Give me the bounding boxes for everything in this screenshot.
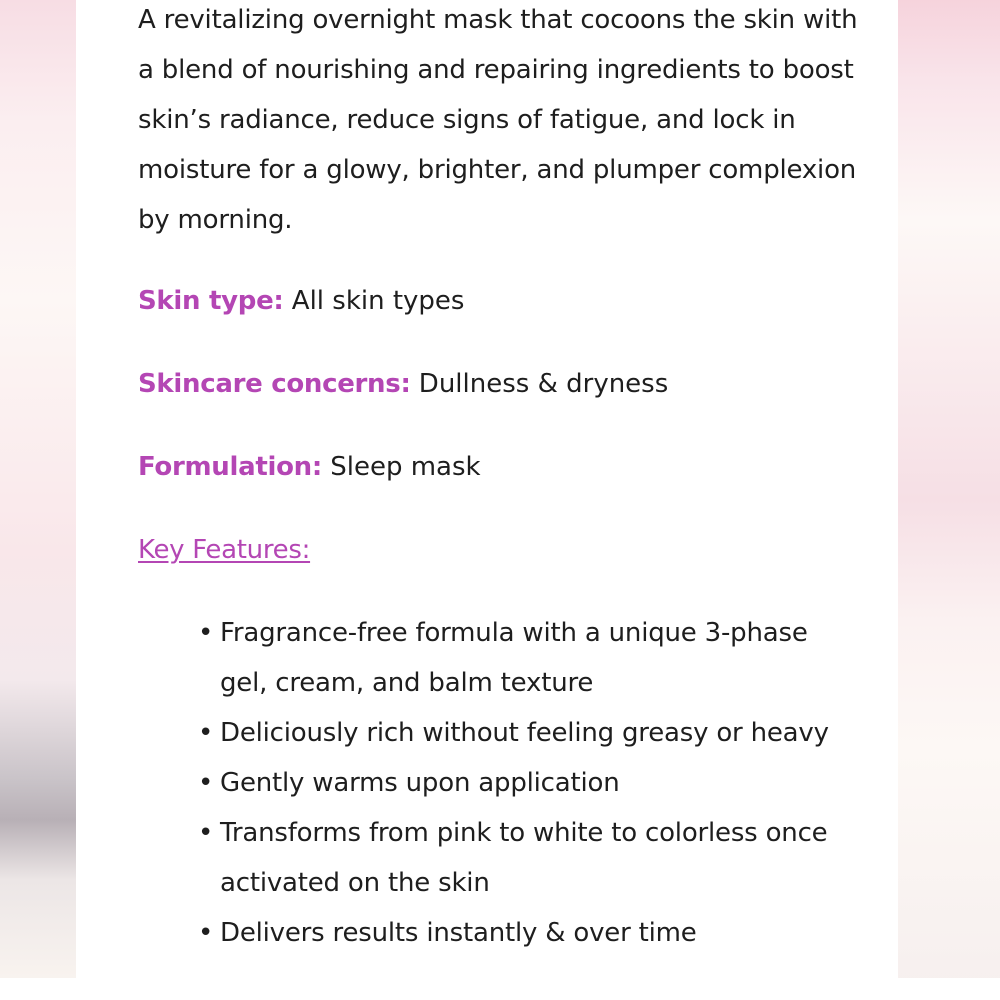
product-details-content xyxy=(138,0,878,948)
spec-skin-type-label: Skin type: xyxy=(138,286,284,316)
spec-skincare-concerns-label: Skincare concerns: xyxy=(138,369,411,399)
list-item xyxy=(198,708,838,758)
feature-text: Transforms from pink to white to colorless once activated on the skin xyxy=(220,818,828,898)
key-features-heading[interactable]: Key Features: xyxy=(138,535,311,565)
feature-text: Gently warms upon application xyxy=(220,768,620,798)
background-right-blur xyxy=(890,0,1000,1000)
spec-formulation-label: Formulation: xyxy=(138,452,322,482)
spec-skincare-concerns xyxy=(138,367,668,401)
key-features-list xyxy=(198,608,838,958)
bottom-strip xyxy=(0,978,1000,1000)
product-description: A revitalizing overnight mask that cocoons the skin with a blend of nourishing and repairing ingredients to boost skin’s radiance, reduce signs of fatigue, and lock in moisture for a glowy, brighter, and plumper complexion by morning. xyxy=(138,5,858,235)
feature-text: Fragrance-free formula with a unique 3-phase gel, cream, and balm texture xyxy=(220,618,808,698)
list-item xyxy=(198,908,838,958)
spec-skincare-concerns-value: Dullness & dryness xyxy=(410,369,669,399)
bullet-icon: • xyxy=(198,718,214,748)
list-item xyxy=(198,608,838,708)
product-details-card xyxy=(76,0,898,978)
bullet-icon: • xyxy=(198,818,214,848)
list-item xyxy=(198,808,838,908)
feature-text: Delivers results instantly & over time xyxy=(220,918,697,948)
bullet-icon: • xyxy=(198,768,214,798)
bullet-icon: • xyxy=(198,918,214,948)
spec-skin-type-value: All skin types xyxy=(283,286,465,316)
spec-formulation-value: Sleep mask xyxy=(321,452,481,482)
list-item xyxy=(198,758,838,808)
spec-formulation xyxy=(138,450,481,484)
spec-skin-type xyxy=(138,284,464,318)
bullet-icon: • xyxy=(198,618,214,648)
feature-text: Deliciously rich without feeling greasy or heavy xyxy=(220,718,829,748)
